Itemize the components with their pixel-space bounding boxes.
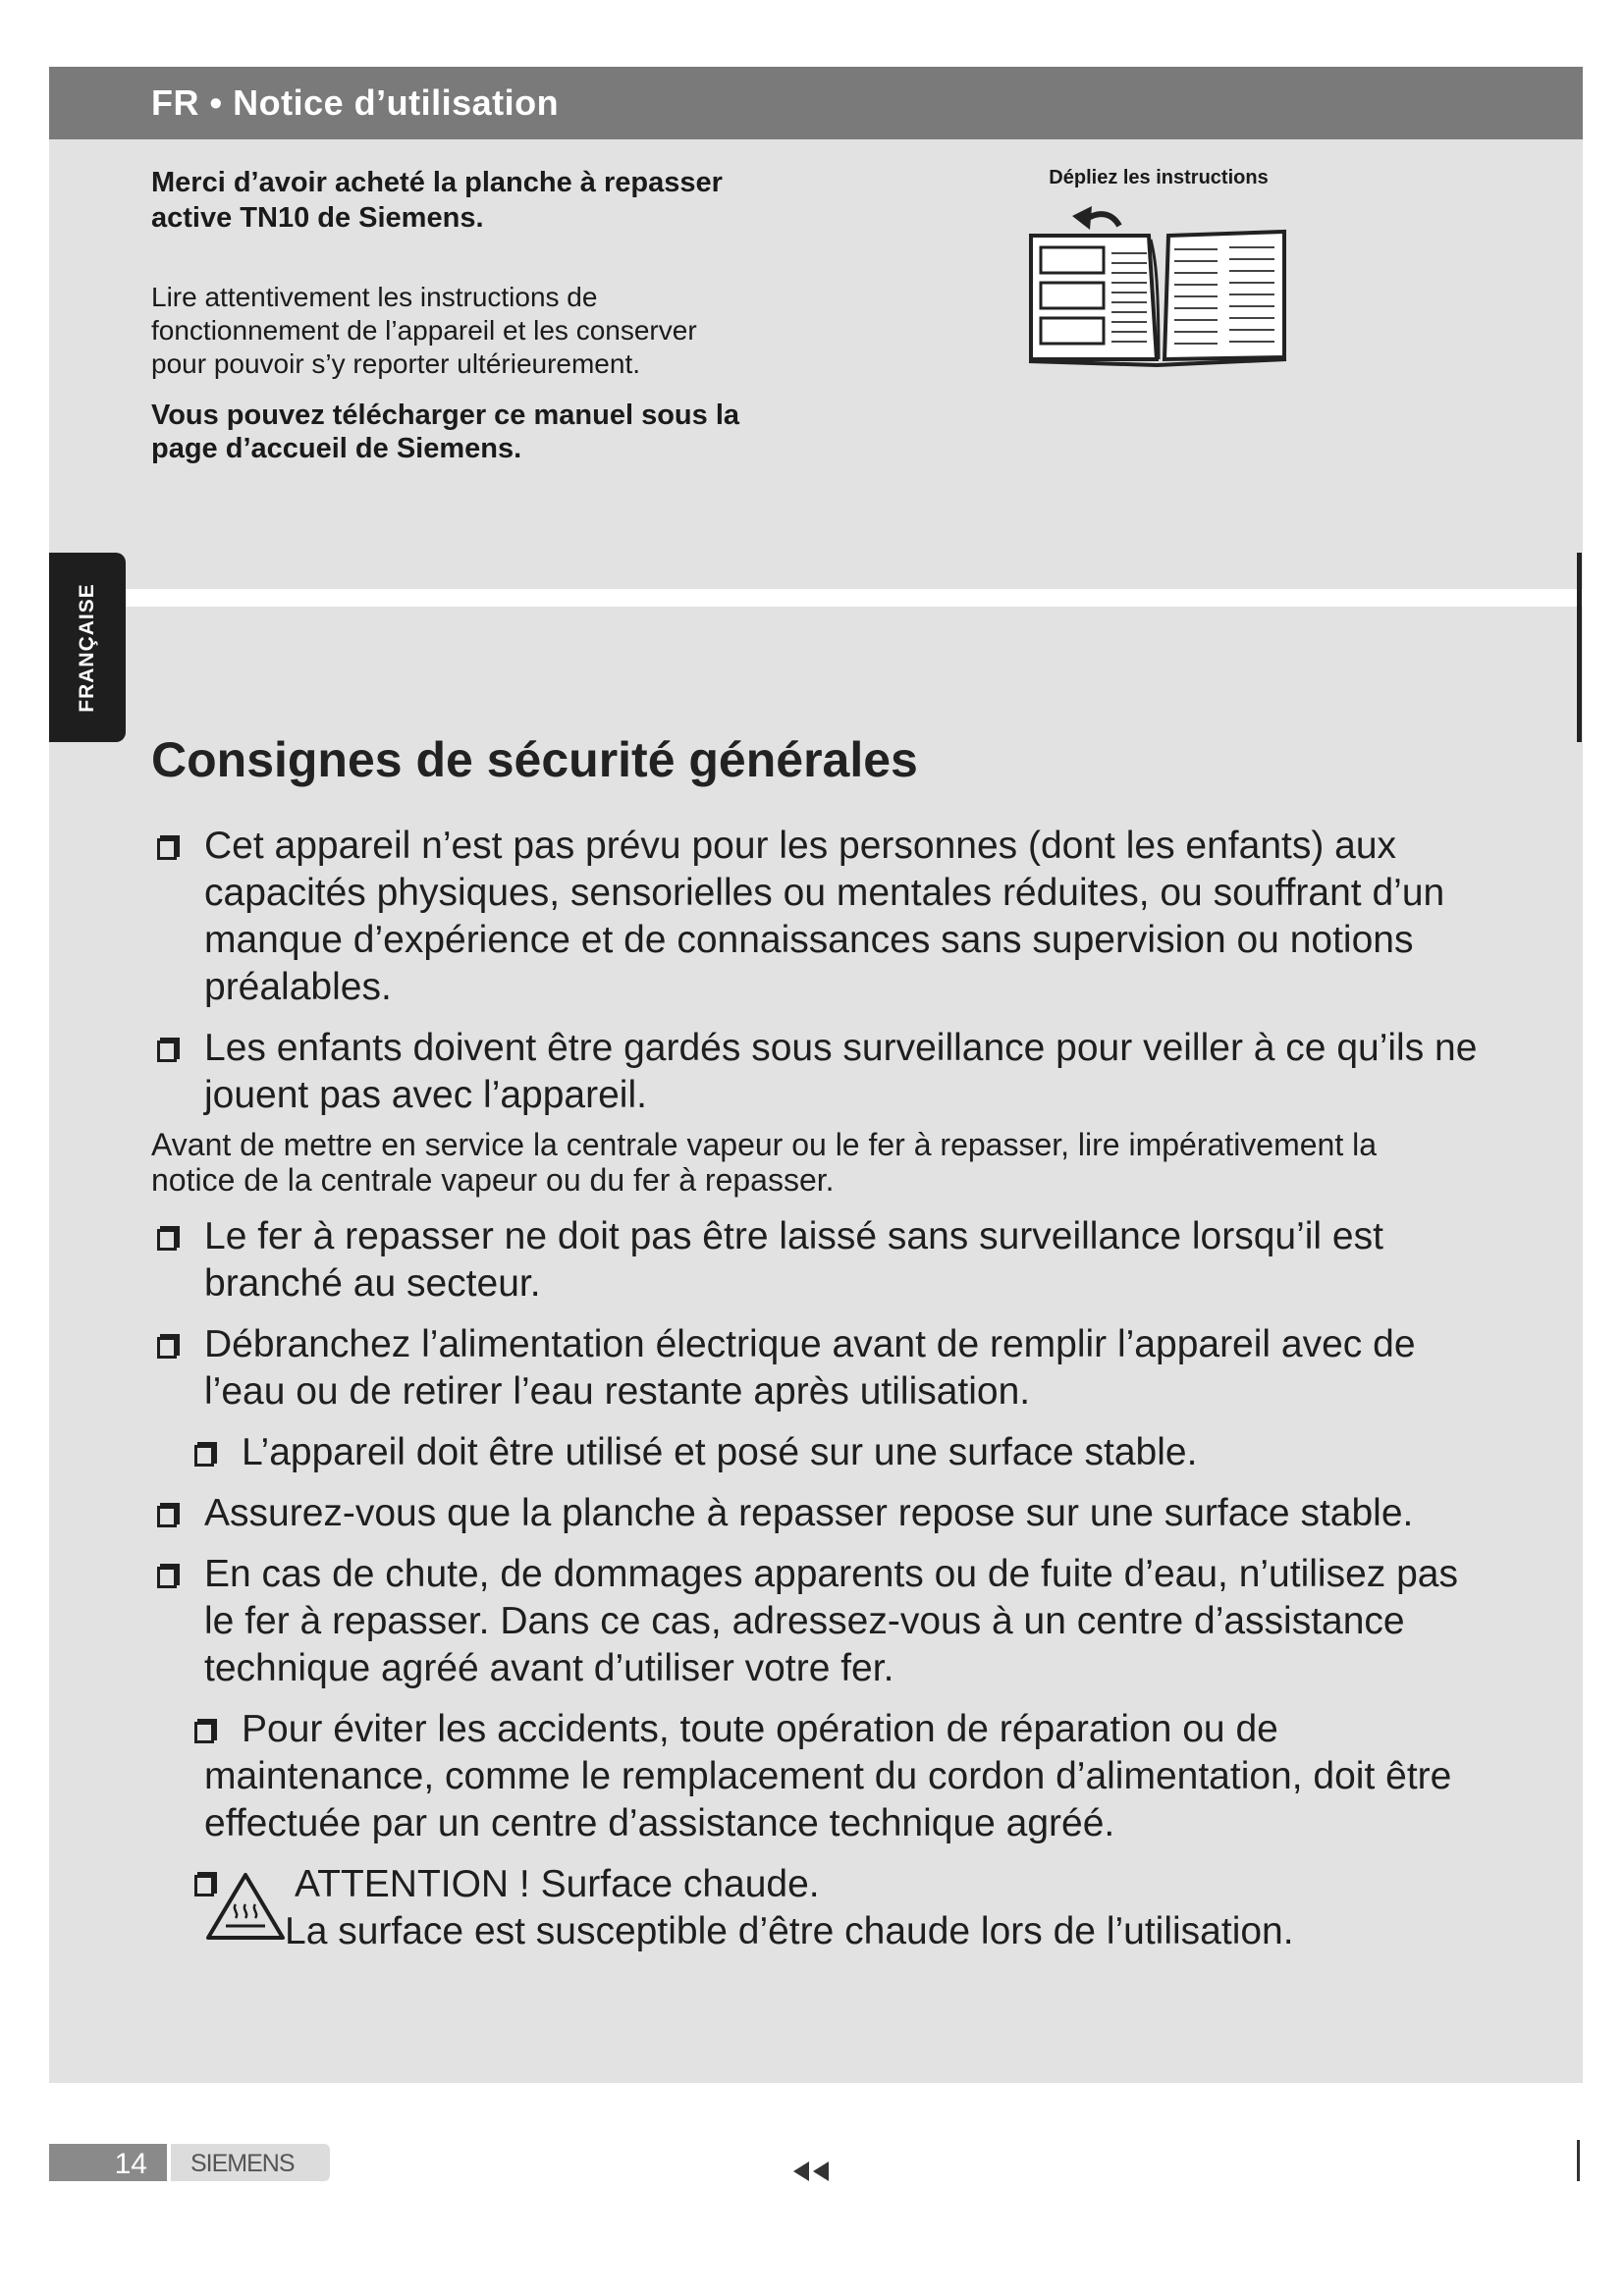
- checkbox-bullet-icon: [194, 1722, 214, 1743]
- list-item-text: Le fer à repasser ne doit pas être laissé sans surveillance lorsqu’il est branché au secteur.: [204, 1215, 1383, 1305]
- thanks-line: active TN10 de Siemens.: [151, 202, 484, 234]
- page-number-badge: [49, 2144, 167, 2181]
- rewind-icon[interactable]: [791, 2160, 835, 2183]
- list-item: [147, 1025, 1483, 1119]
- footer-edge-marker: [1577, 2140, 1580, 2181]
- checkbox-bullet-icon: [157, 1041, 177, 1062]
- note-text: Avant de mettre en service la centrale vapeur ou le fer à repasser, lire impérativement la notice de la centrale vapeur ou du fer à repasser.: [151, 1127, 1378, 1198]
- brand-name: SIEMENS: [190, 2150, 295, 2177]
- download-text: [151, 399, 819, 465]
- list-item-text: Cet appareil n’est pas prévu pour les personnes (dont les enfants) aux capacités physiques, sensorielles ou mentales réduites, ou souffrant d’un manque d’expérience et de connaissances sans supervision ou notions préalables.: [204, 825, 1445, 1008]
- header-bar: [49, 67, 1583, 139]
- list-item-text: En cas de chute, de dommages apparents ou de fuite d’eau, n’utilisez pas le fer à repasser. Dans ce cas, adressez-vous à un centre d’assistance technique agréé avant d’utiliser votre fer.: [204, 1553, 1458, 1689]
- section-title: Consignes de sécurité générales: [151, 732, 918, 787]
- hot-surface-warning-icon: [204, 1871, 287, 1942]
- unfold-label: Dépliez les instructions: [1049, 167, 1269, 188]
- checkbox-bullet-icon: [157, 1337, 177, 1359]
- list-item-text: L’appareil doit être utilisé et posé sur une surface stable.: [242, 1431, 1198, 1473]
- checkbox-bullet-icon: [157, 1229, 177, 1251]
- warning-item: [147, 1861, 1483, 1955]
- list-item: [147, 1429, 1483, 1476]
- list-item-text: Pour éviter les accidents, toute opération de réparation ou de maintenance, comme le remplacement du cordon d’alimentation, doit être effectuée par un centre d’assistance technique agréé.: [204, 1708, 1452, 1844]
- right-edge-marker: [1577, 553, 1582, 742]
- read-instructions-text: [151, 281, 819, 381]
- list-item-text: Assurez-vous que la planche à repasser repose sur une surface stable.: [204, 1492, 1414, 1534]
- read-line: fonctionnement de l’appareil et les conserver: [151, 315, 697, 346]
- list-item-text: Débranchez l’alimentation électrique avant de remplir l’appareil avec de l’eau ou de retirer l’eau restante après utilisation.: [204, 1323, 1416, 1413]
- list-item: [147, 1490, 1483, 1537]
- warning-text: La surface est susceptible d’être chaude lors de l’utilisation.: [285, 1910, 1294, 1952]
- open-book-icon: [1021, 196, 1296, 373]
- warning-title: ATTENTION ! Surface chaude.: [295, 1863, 820, 1905]
- language-tab-label: FRANÇAISE: [76, 582, 98, 713]
- checkbox-bullet-icon: [157, 838, 177, 860]
- header-title: FR • Notice d’utilisation: [151, 82, 560, 123]
- list-item: [147, 1321, 1483, 1415]
- section-divider: [128, 596, 1576, 602]
- download-line: Vous pouvez télécharger ce manuel sous la: [151, 400, 740, 431]
- brand-badge: [171, 2144, 330, 2181]
- safety-list: [147, 823, 1483, 1955]
- read-line: pour pouvoir s’y reporter ultérieurement.: [151, 348, 641, 379]
- list-item-text: Les enfants doivent être gardés sous surveillance pour veiller à ce qu’ils ne jouent pas avec l’appareil.: [204, 1027, 1478, 1116]
- list-item: [147, 1213, 1483, 1308]
- list-item: [147, 1706, 1483, 1847]
- thanks-line: Merci d’avoir acheté la planche à repasser: [151, 167, 723, 198]
- read-line: Lire attentivement les instructions de: [151, 282, 598, 312]
- checkbox-bullet-icon: [194, 1445, 214, 1467]
- list-item: [147, 1551, 1483, 1692]
- page-number: 14: [114, 2148, 147, 2180]
- language-side-tab: [49, 553, 126, 742]
- checkbox-bullet-icon: [157, 1567, 177, 1588]
- checkbox-bullet-icon: [157, 1506, 177, 1527]
- list-item: [147, 823, 1483, 1011]
- download-line: page d’accueil de Siemens.: [151, 433, 522, 464]
- thanks-text: [151, 165, 819, 236]
